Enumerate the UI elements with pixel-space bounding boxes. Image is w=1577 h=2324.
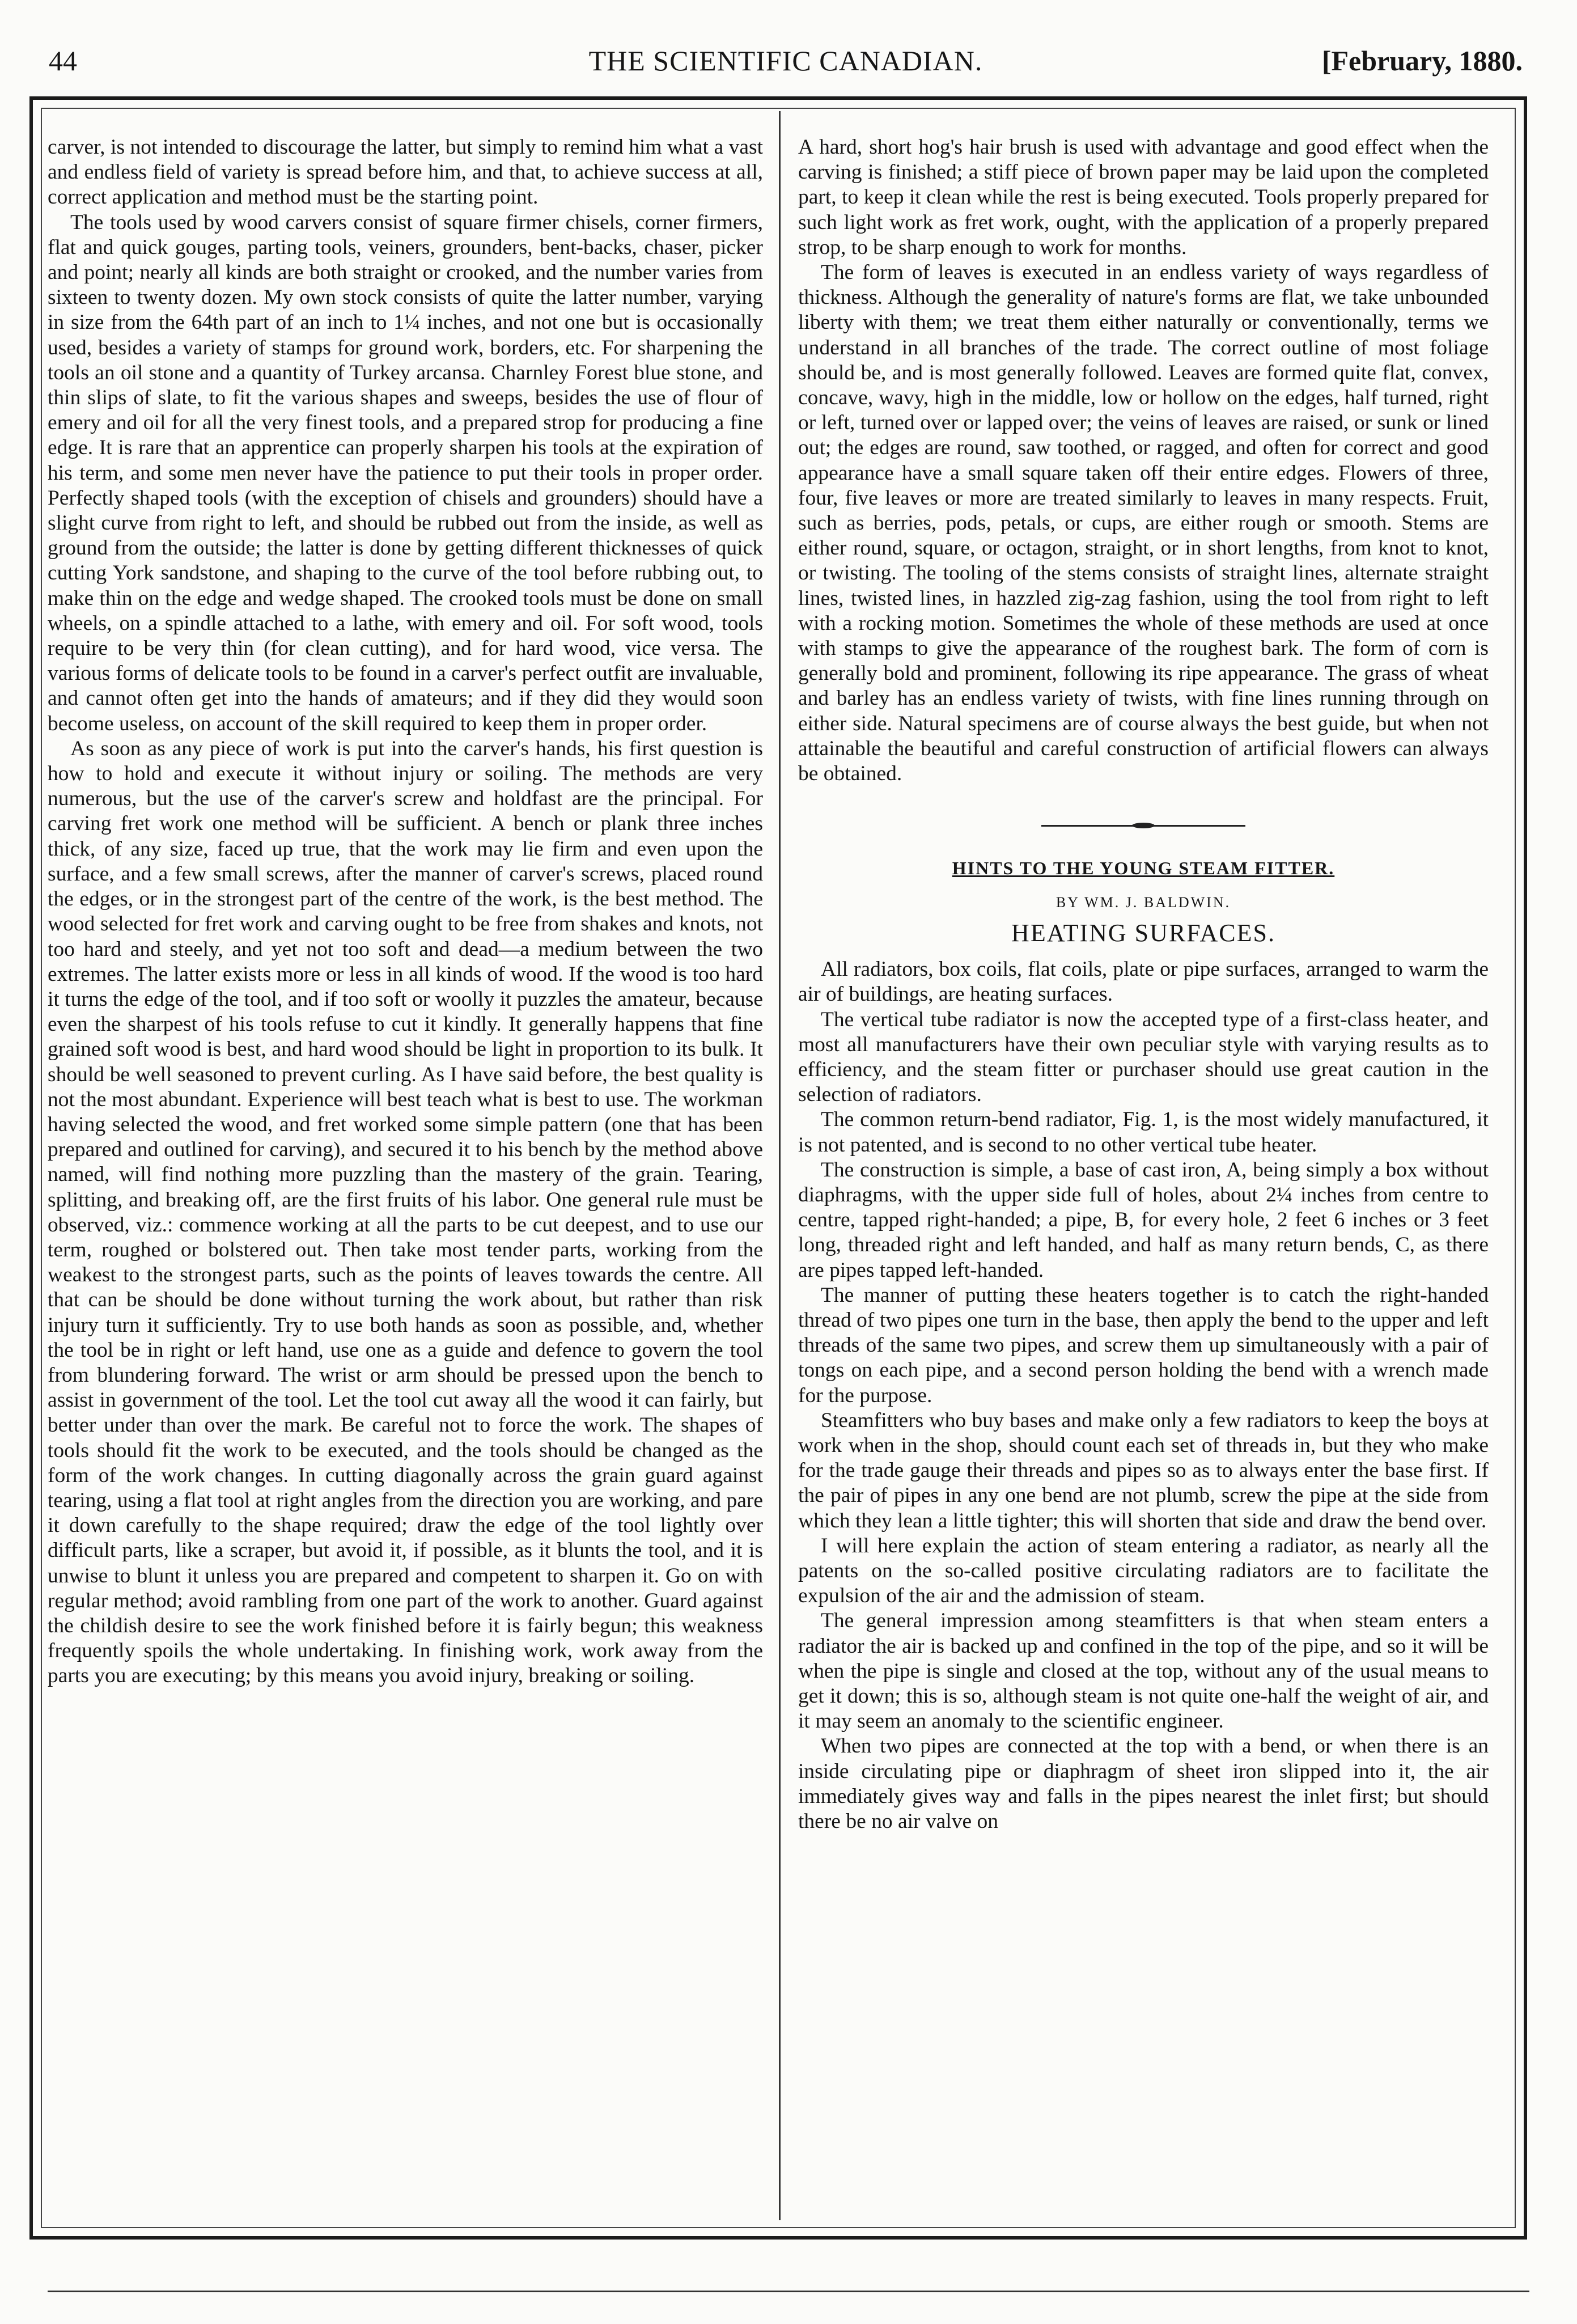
section-ornament bbox=[798, 811, 1489, 836]
article-byline: BY WM. J. BALDWIN. bbox=[1055, 894, 1231, 911]
paragraph: The vertical tube radiator is now the accepted type of a first-class heater, and most all manufacturers have their own peculiar style with varying results as to efficiency, and the steam fitter or purchaser should use great caution in the selection of radiators. bbox=[798, 1008, 1489, 1107]
paragraph: When two pipes are connected at the top with a bend, or when there is an inside circulating pipe or diaphragm of sheet iron slipped into it, the air immediately gives way and falls in the pipes nearest the inlet first; but should there be no air valve on bbox=[798, 1734, 1489, 1833]
paragraph: The general impression among steamfitters is that when steam enters a radiator the air is backed up and confined in the top of the pipe, and so it will be when the pipe is single and closed at the top, without any of the usual means to get it down; this is so, although steam is not quite one-half the weight of air, and it may seem an anomaly to the scientific engineer. bbox=[798, 1609, 1489, 1733]
article-title: HINTS TO THE YOUNG STEAM FITTER. bbox=[952, 858, 1335, 879]
paragraph: The tools used by wood carvers consist of square firmer chisels, corner firmers, flat and quick gouges, parting tools, veiners, grounders, bent-backs, chaser, picker and point; nearly all kinds are both straight or crooked, and the number varies from sixteen to twenty dozen. My own stock consists of quite the latter number, varying in size from the 64th part of an inch to 1¼ inches, and not one but is occasionally used, besides a variety of stamps for ground work, borders, etc. For sharpening the tools an oil stone and a quantity of Turkey arcansa. Charnley Forest blue stone, and thin slips of slate, to fit the various shapes and sweeps, besides the use of flour of emery and oil for all the very finest tools, and a prepared strop for producing a fine edge. It is rare that an apprentice can properly sharpen his tools at the expiration of his term, and some men never have the patience to put their tools in proper order. Perfectly shaped tools (with the exception of chisels and grounders) should have a slight curve from right to left, and should be rubbed out from the inside, as well as ground from the outside; the latter is done by getting different thicknesses of quick cutting York sandstone, and shaping to the curve of the tool before rubbing out, to make thin on the edge and wedge shaped. The crooked tools must be done on small wheels, on a spindle attached to a lathe, with emery and oil. For soft wood, tools require to be very thin (for clean cutting), and for hard wood, vice versa. The various forms of delicate tools to be found in a carver's perfect outfit are invaluable, and cannot often get into the hands of amateurs; and if they did they would soon become useless, on account of the skill required to keep them in proper order. bbox=[48, 210, 763, 735]
page-number: 44 bbox=[49, 45, 77, 77]
section-heading: HEATING SURFACES. bbox=[1011, 918, 1275, 947]
paragraph: The manner of putting these heaters together is to catch the right-handed thread of two pipes one turn in the base, then apply the bend to the upper and left threads of the same two pipes, and screw them up simultaneously with a pair of tongs on each pipe, and a second person holding the bend with a wrench made for the purpose. bbox=[798, 1283, 1489, 1407]
paragraph: The form of leaves is executed in an endless variety of ways regardless of thickness. Although the generality of nature's forms are flat, we take unbounded liberty with them; we treat them either naturally or conventionally, terms we understand in all branches of the trade. The correct outline of most foliage should be, and is most generally followed. Leaves are formed quite flat, convex, concave, wavy, high in the middle, low or hollow on the edges, half turned, right or left, turned over or lapped over; the veins of leaves are raised, or sunk or lined out; the edges are round, saw toothed, or ragged, and often for correct and good appearance have a small square taken off their entire edges. Flowers of three, four, five leaves or more are treated similarly to leaves in many respects. Fruit, such as berries, pods, petals, or cups, are either rough or smooth. Stems are either round, square, or octagon, straight, or in short lengths, from knot to knot, or twisting. The tooling of the stems consists of straight lines, alternate straight lines, twisted lines, in hazzled zig-zag fashion, using the tool from right to left with a rocking motion. Sometimes the whole of these methods are used at once with stamps to give the appearance of the roughest bark. The form of corn is generally bold and prominent, following its ripe appearance. The grass of wheat and barley has an endless variety of twists, with fine lines running through on either side. Natural specimens are of course always the best guide, but when not attainable the beautiful and careful construction of artificial flowers can always be obtained. bbox=[798, 261, 1489, 786]
paragraph: The construction is simple, a base of cast iron, A, being simply a box without diaphragms, with the upper side full of holes, about 2¼ inches from centre to centre, tapped right-handed; a pipe, B, for every hole, 2 feet 6 inches or 3 feet long, threaded right and left handed, and half as many return bends, C, as there are pipes tapped left-handed. bbox=[798, 1158, 1489, 1282]
masthead-title: THE SCIENTIFIC CANADIAN. bbox=[588, 45, 983, 77]
paragraph: All radiators, box coils, flat coils, plate or pipe surfaces, arranged to warm the air of buildings, are heating surfaces. bbox=[798, 958, 1489, 1006]
paragraph: The common return-bend radiator, Fig. 1, is the most widely manufactured, it is not patented, and is second to no other vertical tube heater. bbox=[798, 1108, 1489, 1157]
paragraph: carver, is not intended to discourage the latter, but simply to remind him what a vast and endless field of variety is spread before him, and that, to achieve success at all, correct application and method must be the starting point. bbox=[48, 136, 763, 209]
paragraph: Steamfitters who buy bases and make only a few radiators to keep the boys at work when in the shop, should count each set of threads in, but they who make for the trade gauge their threads and pipes so as to always enter the base first. If the pair of pipes in any one bend are not plumb, screw the pipe at the side from which they lean a little tighter; this will shorten that side and draw the bend over. bbox=[798, 1408, 1489, 1533]
bottom-rule bbox=[48, 2291, 1529, 2292]
right-column bbox=[798, 135, 1489, 2199]
paragraph: As soon as any piece of work is put into the carver's hands, his first question is how to hold and execute it without injury or soiling. The methods are very numerous, but the use of the carver's screw and holdfast are the principal. For carving fret work one method will be sufficient. A bench or plank three inches thick, of any size, faced up true, that the work may lie firm and even upon the surface, and a few small screws, after the manner of carver's screws, placed round the edges, or in the strongest part of the centre of the work, is the best method. The wood selected for fret work and carving ought to be free from shakes and knots, not too hard and steely, and yet not too soft and dead—a medium between the two extremes. The latter exists more or less in all kinds of wood. If the wood is too hard it turns the edge of the tool, and if too soft or woolly it puzzles the amateur, because even the sharpest of his tools refuse to cut it kindly. It generally happens that fine grained soft wood is best, and hard wood should be light in proportion to its bulk. It should be well seasoned to prevent curling. As I have said before, the best quality is not the most abundant. Experience will best teach what is best to use. The workman having selected the wood, and fret worked some simple pattern (one that has been prepared and outlined for carving), and secured it to his bench by the method above named, will find nothing more puzzling than the mastery of the grain. Tearing, splitting, and breaking off, are the first fruits of his labor. One general rule must be observed, viz.: commence working at all the parts to be cut deepest, and to use our term, roughed or bolstered out. Then take most tender parts, working from the weakest to the strongest parts, such as the points of leaves towards the centre. All that can be should be done without turning the work about, but rather than risk injury turn it sufficiently. Try to use both hands as soon as possible, and, whether the tool be in right or left hand, use one as a guide and defence to govern the tool from blundering forward. The wrist or arm should be pressed upon the bench to assist in government of the tool. Let the tool cut away all the wood it can fairly, but better under than over the mark. Be careful not to force the work. The shapes of tools should fit the work to be executed, and the tools should be changed as the form of the work changes. In cutting diagonally across the grain guard against tearing, using a flat tool at right angles from the direction you are working, and pare it down carefully to the shape required; draw the edge of the tool lightly over difficult parts, like a scraper, but avoid it, if possible, as it blunts the tool, and it is unwise to blunt it unless you are prepared and competent to sharpen it. Go on with regular method; avoid rambling from one part of the work to another. Guard against the childish desire to see the work finished before it is fairly begun; this weakness frequently spoils the whole undertaking. In finishing work, work away from the parts you are executing; by this means you avoid injury, breaking or soiling. bbox=[48, 736, 763, 1688]
issue-date: [February, 1880. bbox=[1321, 45, 1523, 77]
column-divider bbox=[779, 111, 781, 2220]
page-header bbox=[49, 44, 1523, 78]
left-column bbox=[48, 135, 763, 2199]
paragraph: I will here explain the action of steam entering a radiator, as nearly all the patents on the so-called positive circulating radiators are to facilitate the expulsion of the air and the admission of steam. bbox=[798, 1534, 1489, 1608]
paragraph: A hard, short hog's hair brush is used with advantage and good effect when the carving is finished; a stiff piece of brown paper may be laid upon the completed part, to keep it clean while the rest is being executed. Tools properly prepared for such light work as fret work, ought, with the application of a properly prepared strop, to be sharp enough to work for months. bbox=[798, 136, 1489, 259]
